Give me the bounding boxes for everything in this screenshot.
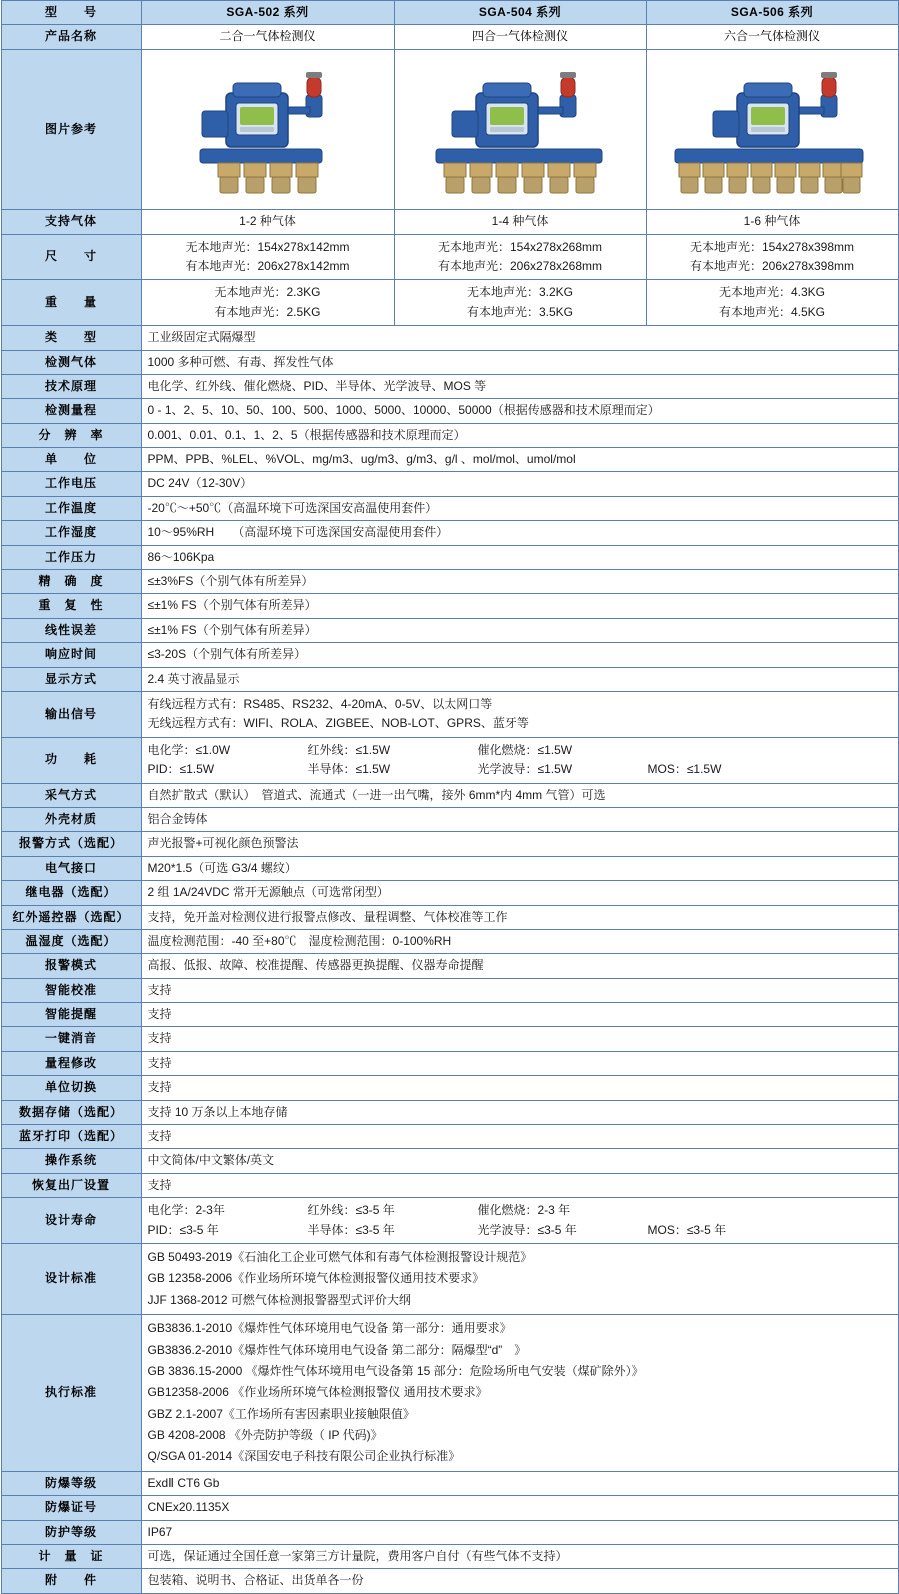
table-row-housing	[1, 807, 898, 831]
row-label-factory-reset: 恢复出厂设置	[1, 1173, 141, 1197]
device-image-504	[394, 49, 646, 209]
product-name-504: 四合一气体检测仪	[394, 25, 646, 49]
table-row-range	[1, 399, 898, 423]
row-label-data-storage: 数据存储（选配）	[1, 1100, 141, 1124]
row-label-ir-remote: 红外遥控器（选配）	[1, 905, 141, 929]
power-mos: MOS：≤1.5W	[647, 762, 722, 777]
row-value-output-signal	[141, 691, 898, 737]
table-row-design-standard	[1, 1243, 898, 1314]
row-label-type: 类 型	[1, 326, 141, 350]
size-506-line2: 有本地声光：206x278x398mm	[689, 258, 855, 273]
row-label-work-humidity: 工作湿度	[1, 521, 141, 545]
row-value-work-pressure: 86～106Kpa	[141, 545, 898, 569]
specification-table	[1, 0, 899, 1594]
detector-illustration-4in1	[410, 53, 630, 201]
table-row-product-name	[1, 25, 898, 49]
model-502: SGA-502 系列	[141, 1, 394, 25]
row-value-factory-reset: 支持	[141, 1173, 898, 1197]
row-value-unit-switch: 支持	[141, 1076, 898, 1100]
table-row-linear-error	[1, 618, 898, 642]
product-name-506: 六合一气体检测仪	[646, 25, 898, 49]
row-value-one-key-mute: 支持	[141, 1027, 898, 1051]
row-label-range: 检测量程	[1, 399, 141, 423]
table-row-weight	[1, 280, 898, 326]
row-label-linear-error: 线性误差	[1, 618, 141, 642]
table-row-work-pressure	[1, 545, 898, 569]
row-value-work-temp: -20℃～+50℃（高温环境下可选深国安高温使用套件）	[141, 496, 898, 520]
support-gas-506: 1-6 种气体	[646, 210, 898, 234]
row-label-power: 功 耗	[1, 737, 141, 783]
row-value-relay: 2 组 1A/24VDC 常开无源触点（可选常闭型）	[141, 881, 898, 905]
row-label-image-reference: 图片参考	[1, 49, 141, 209]
row-value-range-modify: 支持	[141, 1051, 898, 1075]
row-label-voltage: 工作电压	[1, 472, 141, 496]
row-label-detect-gas: 检测气体	[1, 350, 141, 374]
row-value-sampling: 自然扩散式（默认） 管道式、流通式（一进一出气嘴，接外 6mm*内 4mm 气管）可选	[141, 783, 898, 807]
gas-ports-group	[444, 163, 596, 193]
row-label-work-temp: 工作温度	[1, 496, 141, 520]
life-infrared: 红外线：≤3-5 年	[307, 1203, 395, 1218]
power-optical-waveguide: 光学波导：≤1.5W	[477, 762, 573, 777]
power-line-2	[148, 760, 892, 779]
table-row-work-temp	[1, 496, 898, 520]
table-row-electrical-interface	[1, 856, 898, 880]
row-value-response-time: ≤3-20S（个别气体有所差异）	[141, 643, 898, 667]
size-504	[394, 234, 646, 280]
device-image-502	[141, 49, 394, 209]
table-row-data-storage	[1, 1100, 898, 1124]
table-row-size	[1, 234, 898, 280]
weight-504-line2: 有本地声光：3.5KG	[466, 304, 574, 319]
power-semiconductor: 半导体：≤1.5W	[307, 762, 391, 777]
design-life-line-1	[148, 1201, 892, 1220]
row-value-accessories: 包装箱、说明书、合格证、出货单各一份	[141, 1569, 898, 1593]
power-pid: PID：≤1.5W	[147, 762, 215, 777]
row-value-range: 0 - 1、2、5、10、50、100、500、1000、5000、10000、50000（根据传感器和技术原理而定）	[141, 399, 898, 423]
row-label-ex-cert: 防爆证号	[1, 1496, 141, 1520]
table-row-factory-reset	[1, 1173, 898, 1197]
row-label-design-life: 设计寿命	[1, 1198, 141, 1244]
exec-standard-6: GB 4208-2008 《外壳防护等级（ IP 代码)》	[147, 1428, 383, 1443]
table-row-alarm-mode-optional	[1, 832, 898, 856]
table-row-unit	[1, 448, 898, 472]
row-label-unit: 单 位	[1, 448, 141, 472]
table-row-tech-principle	[1, 374, 898, 398]
life-optical-waveguide: 光学波导：≤3-5 年	[477, 1222, 577, 1237]
table-row-ir-remote	[1, 905, 898, 929]
size-504-line1: 无本地声光：154x278x268mm	[437, 239, 603, 254]
detector-svg-4in1	[410, 53, 630, 201]
row-value-repeatability: ≤±1% FS（个别气体有所差异）	[141, 594, 898, 618]
detector-illustration-2in1	[178, 53, 358, 201]
row-label-work-pressure: 工作压力	[1, 545, 141, 569]
row-label-design-standard: 设计标准	[1, 1243, 141, 1314]
row-value-ir-remote: 支持，免开盖对检测仪进行报警点修改、量程调整、气体校准等工作	[141, 905, 898, 929]
table-row-repeatability	[1, 594, 898, 618]
power-line-1	[148, 741, 892, 760]
device-image-506	[646, 49, 898, 209]
row-value-electrical-interface: M20*1.5（可选 G3/4 螺纹）	[141, 856, 898, 880]
table-row-output-signal	[1, 691, 898, 737]
row-value-work-humidity: 10～95%RH （高湿环境下可选深国安高湿使用套件）	[141, 521, 898, 545]
row-label-tech-principle: 技术原理	[1, 374, 141, 398]
gas-ports-group	[218, 163, 318, 193]
row-label-ex-grade: 防爆等级	[1, 1471, 141, 1495]
row-label-product-name: 产品名称	[1, 25, 141, 49]
table-row-sampling	[1, 783, 898, 807]
table-row-bluetooth-print	[1, 1125, 898, 1149]
size-502-line2: 有本地声光：206x278x142mm	[185, 258, 350, 273]
table-row-type	[1, 326, 898, 350]
table-row-exec-standard	[1, 1315, 898, 1472]
output-signal-wireless: 无线远程方式有：WIFI、ROLA、ZIGBEE、NOB-LOT、GPRS、蓝牙等	[147, 716, 529, 731]
detector-illustration-6in1	[653, 53, 893, 201]
model-504: SGA-504 系列	[394, 1, 646, 25]
row-label-smart-reminder: 智能提醒	[1, 1003, 141, 1027]
row-label-unit-switch: 单位切换	[1, 1076, 141, 1100]
row-value-bluetooth-print: 支持	[141, 1125, 898, 1149]
row-label-support-gas: 支持气体	[1, 210, 141, 234]
row-value-temp-humidity: 温度检测范围：-40 至+80℃ 湿度检测范围：0-100%RH	[141, 929, 898, 953]
table-row-unit-switch	[1, 1076, 898, 1100]
row-label-exec-standard: 执行标准	[1, 1315, 141, 1472]
size-504-line2: 有本地声光：206x278x268mm	[437, 258, 603, 273]
output-signal-wired: 有线远程方式有：RS485、RS232、4-20mA、0-5V、以太网口等	[147, 696, 493, 711]
exec-standard-2: GB3836.2-2010《爆炸性气体环境用电气设备 第二部分：隔爆型“d” 》	[147, 1342, 527, 1357]
row-label-metrology-cert: 计 量 证	[1, 1545, 141, 1569]
row-label-ip-grade: 防护等级	[1, 1520, 141, 1544]
size-506-line1: 无本地声光：154x278x398mm	[689, 239, 855, 254]
row-value-exec-standard	[141, 1315, 898, 1472]
size-502-line1: 无本地声光：154x278x142mm	[185, 239, 350, 254]
row-value-metrology-cert: 可选，保证通过全国任意一家第三方计量院，费用客户自付（有些气体不支持）	[141, 1545, 898, 1569]
exec-standard-7: Q/SGA 01-2014《深国安电子科技有限公司企业执行标准》	[147, 1449, 461, 1464]
detector-svg-6in1	[653, 53, 893, 201]
table-row-display	[1, 667, 898, 691]
table-row-metrology-cert	[1, 1545, 898, 1569]
row-label-output-signal: 输出信号	[1, 691, 141, 737]
life-pid: PID：≤3-5 年	[147, 1222, 219, 1237]
table-row-relay	[1, 881, 898, 905]
table-row-ip-grade	[1, 1520, 898, 1544]
power-catalytic: 催化燃烧：≤1.5W	[477, 742, 573, 757]
weight-506-line2: 有本地声光：4.5KG	[718, 304, 826, 319]
table-row-smart-calibration	[1, 978, 898, 1002]
row-value-design-life	[141, 1198, 898, 1244]
table-row-resolution	[1, 423, 898, 447]
power-infrared: 红外线：≤1.5W	[307, 742, 391, 757]
table-row-one-key-mute	[1, 1027, 898, 1051]
table-row-accuracy	[1, 570, 898, 594]
row-label-one-key-mute: 一键消音	[1, 1027, 141, 1051]
table-row-work-humidity	[1, 521, 898, 545]
row-label-weight: 重 量	[1, 280, 141, 326]
row-value-design-standard	[141, 1243, 898, 1314]
row-value-type: 工业级固定式隔爆型	[141, 326, 898, 350]
row-label-alarm-mode-optional: 报警方式（选配）	[1, 832, 141, 856]
exec-standard-4: GB12358-2006 《作业场所环境气体检测报警仪 通用技术要求》	[147, 1385, 488, 1400]
support-gas-504: 1-4 种气体	[394, 210, 646, 234]
model-506: SGA-506 系列	[646, 1, 898, 25]
size-506	[646, 234, 898, 280]
power-electrochemical: 电化学：≤1.0W	[147, 742, 231, 757]
table-row-accessories	[1, 1569, 898, 1593]
row-value-linear-error: ≤±1% FS（个别气体有所差异）	[141, 618, 898, 642]
row-label-housing: 外壳材质	[1, 807, 141, 831]
row-value-smart-calibration: 支持	[141, 978, 898, 1002]
row-label-relay: 继电器（选配）	[1, 881, 141, 905]
row-value-voltage: DC 24V（12-30V）	[141, 472, 898, 496]
row-value-detect-gas: 1000 多种可燃、有毒、挥发性气体	[141, 350, 898, 374]
row-label-electrical-interface: 电气接口	[1, 856, 141, 880]
row-value-resolution: 0.001、0.01、0.1、1、2、5（根据传感器和技术原理而定）	[141, 423, 898, 447]
table-row-temp-humidity	[1, 929, 898, 953]
row-value-alarm-mode-optional: 声光报警+可视化颜色预警法	[141, 832, 898, 856]
row-label-model: 型 号	[1, 1, 141, 25]
row-label-bluetooth-print: 蓝牙打印（选配）	[1, 1125, 141, 1149]
life-catalytic: 催化燃烧：2-3 年	[477, 1203, 571, 1218]
weight-502-line1: 无本地声光：2.3KG	[214, 285, 321, 300]
row-label-alarm-mode: 报警模式	[1, 954, 141, 978]
power-blank	[648, 742, 798, 759]
detector-svg-2in1	[178, 53, 358, 201]
row-label-repeatability: 重 复 性	[1, 594, 141, 618]
row-value-unit: PPM、PPB、%LEL、%VOL、mg/m3、ug/m3、g/m3、g/l 、mol/mol、umol/mol	[141, 448, 898, 472]
row-label-range-modify: 量程修改	[1, 1051, 141, 1075]
design-standard-1: GB 50493-2019《石油化工企业可燃气体和有毒气体检测报警设计规范》	[147, 1249, 533, 1264]
table-row-model	[1, 1, 898, 25]
row-label-temp-humidity: 温湿度（选配）	[1, 929, 141, 953]
weight-504-line1: 无本地声光：3.2KG	[466, 285, 574, 300]
row-value-ip-grade: IP67	[141, 1520, 898, 1544]
exec-standard-3: GB 3836.15-2000 《爆炸性气体环境用电气设备第 15 部分：危险场所电气安装（煤矿除外）》	[147, 1363, 644, 1378]
table-row-design-life	[1, 1198, 898, 1244]
table-row-detect-gas	[1, 350, 898, 374]
row-label-accessories: 附 件	[1, 1569, 141, 1593]
design-standard-3: JJF 1368-2012 可燃气体检测报警器型式评价大纲	[147, 1292, 411, 1307]
row-label-response-time: 响应时间	[1, 643, 141, 667]
row-value-housing: 铝合金铸体	[141, 807, 898, 831]
design-standard-2: GB 12358-2006《作业场所环境气体检测报警仪通用技术要求》	[147, 1271, 485, 1286]
row-value-ex-cert: CNEx20.1135X	[141, 1496, 898, 1520]
weight-504	[394, 280, 646, 326]
row-label-accuracy: 精 确 度	[1, 570, 141, 594]
table-row-power	[1, 737, 898, 783]
row-value-ex-grade: ExdⅡ CT6 Gb	[141, 1471, 898, 1495]
table-row-image-reference	[1, 49, 898, 209]
row-label-sampling: 采气方式	[1, 783, 141, 807]
design-life-line-2	[148, 1221, 892, 1240]
table-row-alarm-mode	[1, 954, 898, 978]
exec-standard-5: GBZ 2.1-2007《工作场所有害因素职业接触限值》	[147, 1406, 415, 1421]
row-value-tech-principle: 电化学、红外线、催化燃烧、PID、半导体、光学波导、MOS 等	[141, 374, 898, 398]
row-value-power	[141, 737, 898, 783]
row-value-alarm-mode: 高报、低报、故障、校准提醒、传感器更换提醒、仪器寿命提醒	[141, 954, 898, 978]
table-row-ex-grade	[1, 1471, 898, 1495]
row-value-display: 2.4 英寸液晶显示	[141, 667, 898, 691]
row-label-smart-calibration: 智能校准	[1, 978, 141, 1002]
row-label-resolution: 分 辨 率	[1, 423, 141, 447]
life-mos: MOS：≤3-5 年	[647, 1222, 727, 1237]
table-row-support-gas	[1, 210, 898, 234]
row-label-size: 尺 寸	[1, 234, 141, 280]
table-row-smart-reminder	[1, 1003, 898, 1027]
size-502	[141, 234, 394, 280]
table-row-ex-cert	[1, 1496, 898, 1520]
row-label-display: 显示方式	[1, 667, 141, 691]
row-value-os: 中文简体/中文繁体/英文	[141, 1149, 898, 1173]
life-electrochemical: 电化学：2-3年	[147, 1203, 225, 1218]
row-label-os: 操作系统	[1, 1149, 141, 1173]
support-gas-502: 1-2 种气体	[141, 210, 394, 234]
life-semiconductor: 半导体：≤3-5 年	[307, 1222, 395, 1237]
table-row-response-time	[1, 643, 898, 667]
weight-506-line1: 无本地声光：4.3KG	[718, 285, 826, 300]
weight-502	[141, 280, 394, 326]
table-row-voltage	[1, 472, 898, 496]
gas-ports-group	[679, 163, 862, 193]
weight-502-line2: 有本地声光：2.5KG	[214, 304, 321, 319]
table-row-os	[1, 1149, 898, 1173]
product-name-502: 二合一气体检测仪	[141, 25, 394, 49]
row-value-accuracy: ≤±3%FS（个别气体有所差异）	[141, 570, 898, 594]
life-blank	[648, 1202, 798, 1219]
row-value-data-storage: 支持 10 万条以上本地存储	[141, 1100, 898, 1124]
row-value-smart-reminder: 支持	[141, 1003, 898, 1027]
weight-506	[646, 280, 898, 326]
table-row-range-modify	[1, 1051, 898, 1075]
exec-standard-1: GB3836.1-2010《爆炸性气体环境用电气设备 第一部分：通用要求》	[147, 1321, 512, 1336]
